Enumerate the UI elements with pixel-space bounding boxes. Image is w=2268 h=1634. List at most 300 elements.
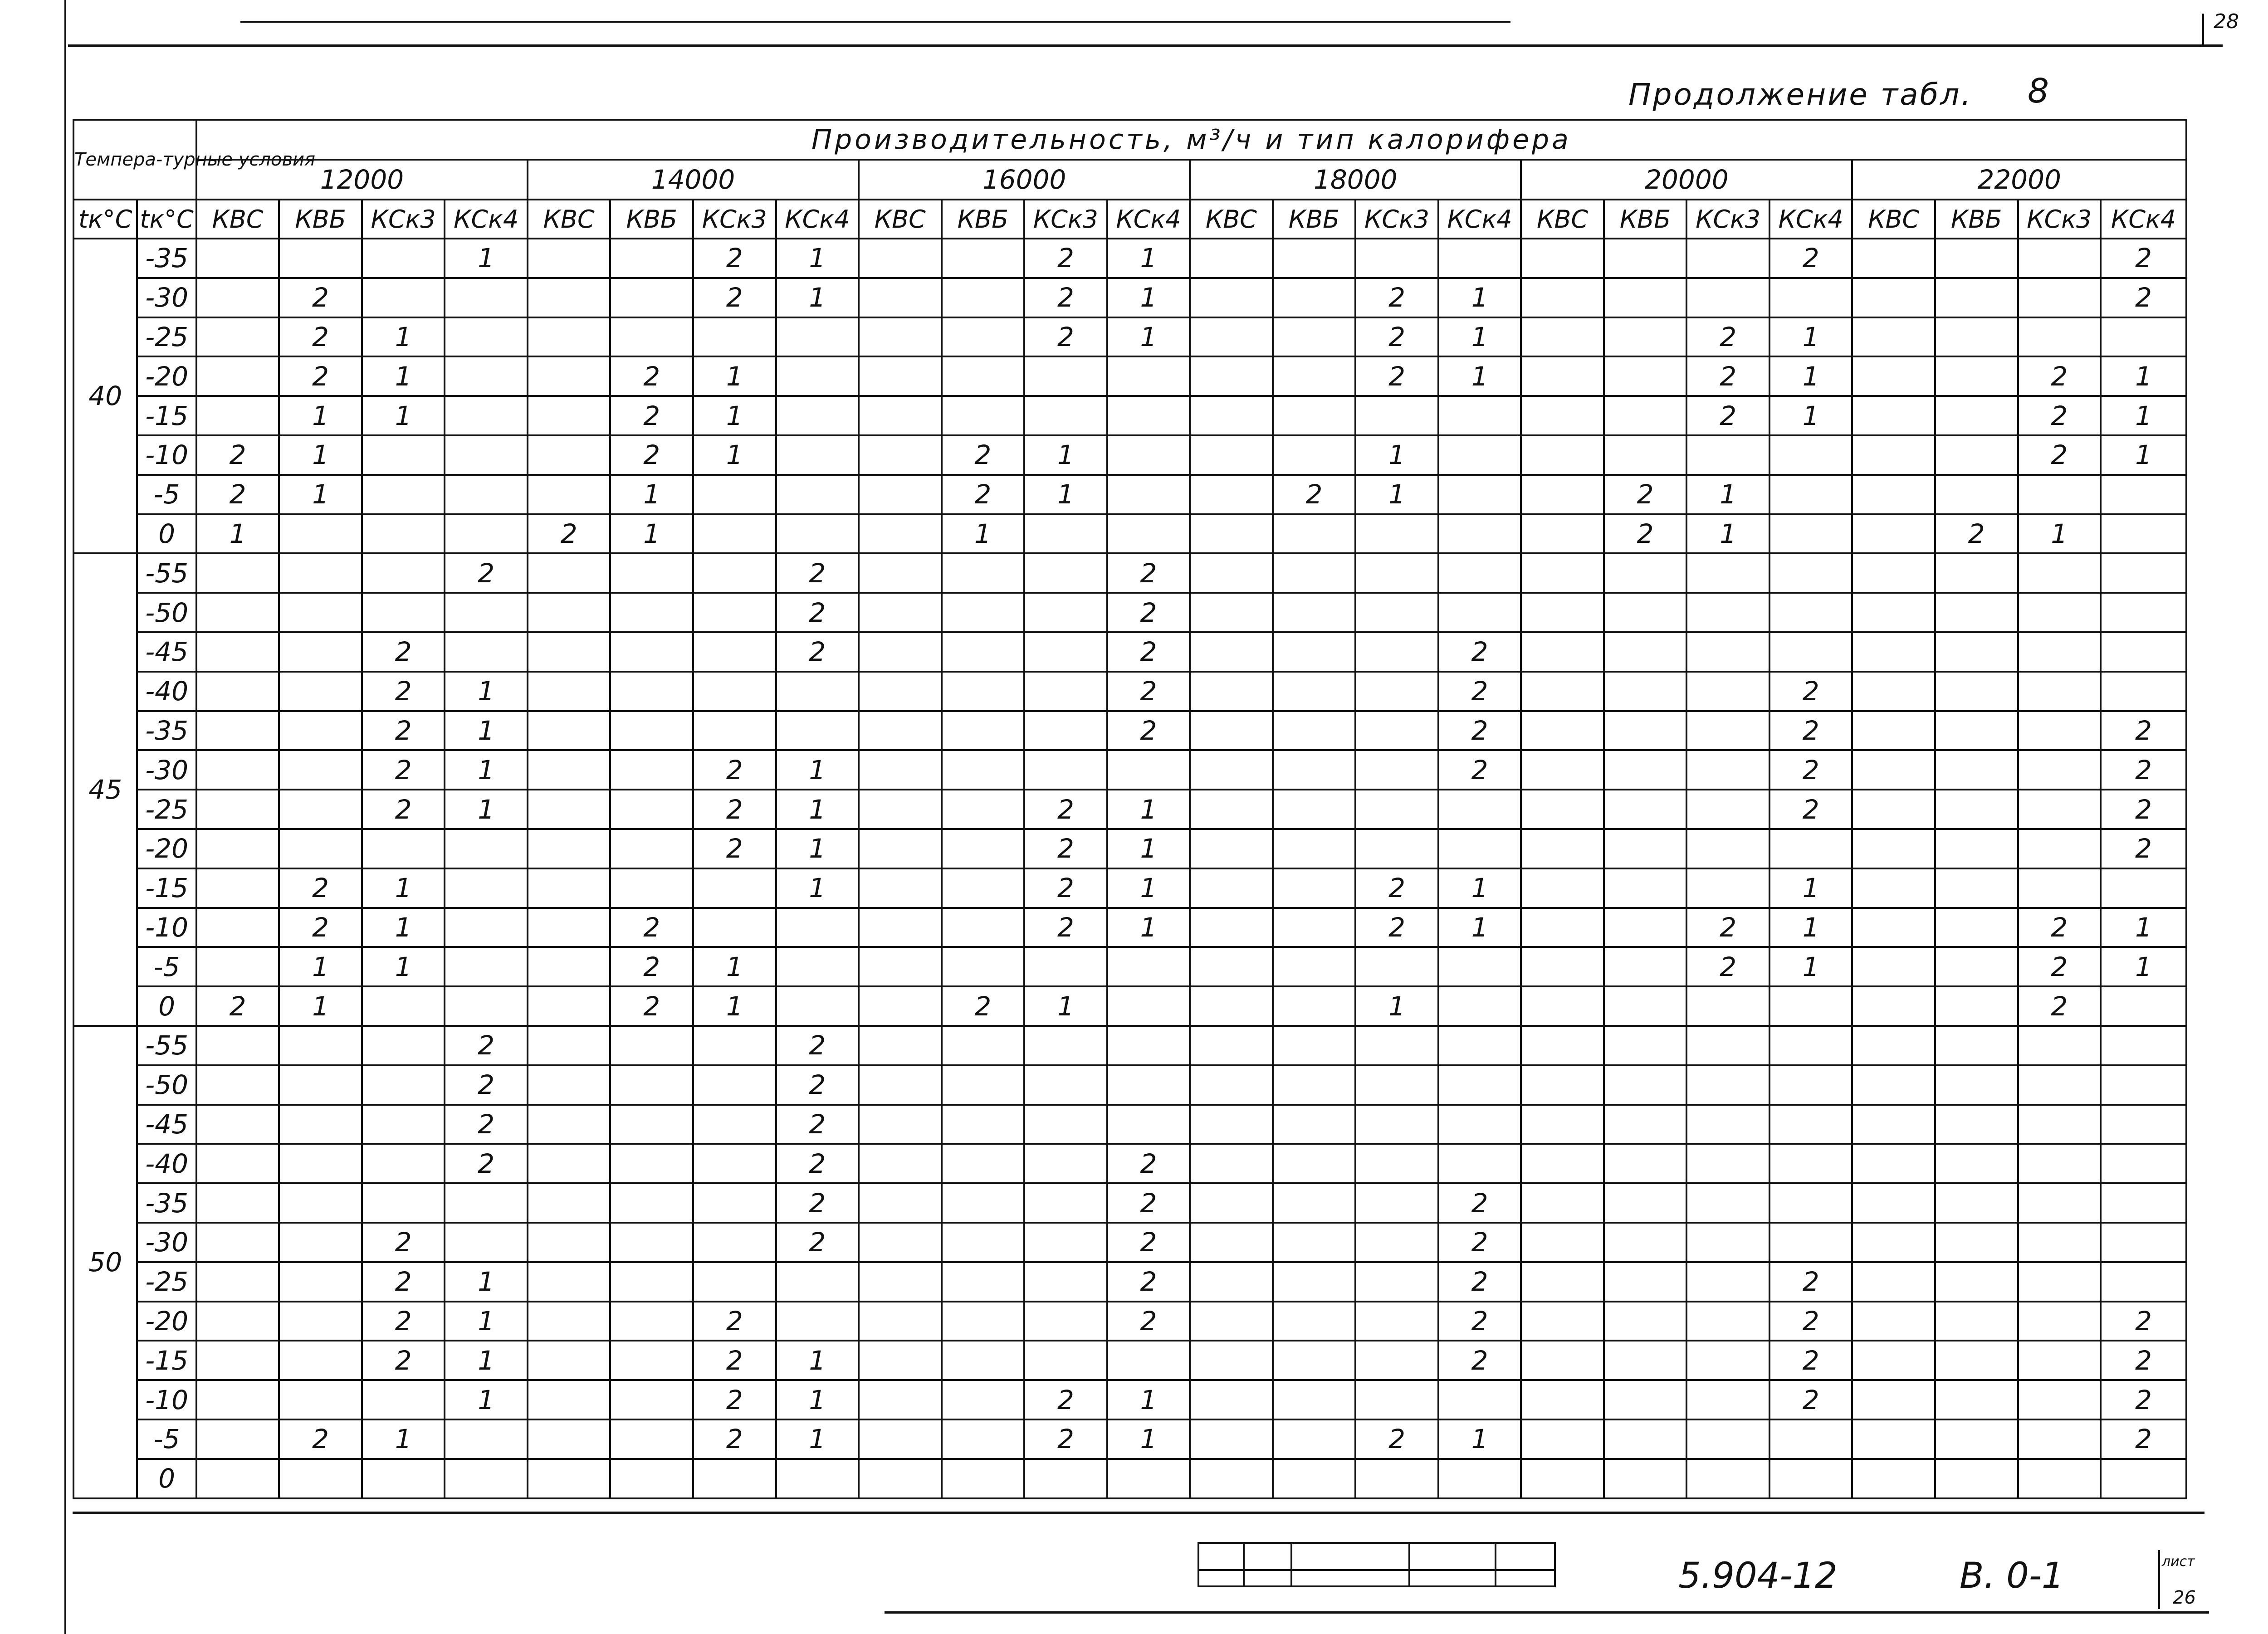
heater-count-cell (2018, 711, 2101, 751)
heater-count-cell (1521, 1065, 1604, 1105)
heater-count-cell (610, 672, 693, 711)
heater-count-cell (1935, 278, 2018, 317)
heater-count-cell (1769, 593, 1853, 632)
heater-count-cell (2018, 1105, 2101, 1144)
heater-count-cell: 2 (1769, 750, 1853, 790)
heater-count-cell (196, 1380, 279, 1419)
heater-count-cell (776, 475, 859, 514)
heater-count-cell (528, 750, 611, 790)
heater-count-cell: 2 (279, 908, 362, 947)
heater-count-cell: 2 (445, 553, 528, 593)
outdoor-temperature-cell: -20 (137, 356, 196, 396)
heater-count-cell (2018, 1341, 2101, 1380)
title-block-boxes (1198, 1542, 1556, 1587)
heater-type-header: КСк4 (445, 200, 528, 239)
heater-count-cell (1521, 908, 1604, 947)
heater-count-cell (1190, 868, 1273, 908)
heater-count-cell (942, 396, 1025, 435)
heater-count-cell (279, 1380, 362, 1419)
heater-count-cell (362, 1026, 445, 1065)
heater-count-cell (1024, 1459, 1107, 1498)
heater-count-cell (1521, 750, 1604, 790)
heater-count-cell (1438, 475, 1521, 514)
heater-count-cell (859, 1144, 942, 1183)
heater-count-cell (1604, 672, 1687, 711)
heater-count-cell (279, 1144, 362, 1183)
heater-count-cell (859, 239, 942, 278)
heater-count-cell: 2 (1024, 1419, 1107, 1459)
heater-count-cell (1190, 1302, 1273, 1341)
heater-count-cell (776, 1302, 859, 1341)
heater-count-cell: 2 (693, 1419, 776, 1459)
heater-count-cell (1273, 1183, 1356, 1223)
heater-count-cell (196, 1183, 279, 1223)
outdoor-temperature-cell: -5 (137, 947, 196, 986)
heater-count-cell (1852, 1065, 1935, 1105)
heater-count-cell: 2 (279, 868, 362, 908)
heater-count-cell (196, 1223, 279, 1262)
heater-count-cell (1024, 1223, 1107, 1262)
heater-count-cell (2018, 475, 2101, 514)
heater-count-cell (445, 947, 528, 986)
table-row (73, 1341, 2186, 1380)
heater-count-cell (2018, 1262, 2101, 1302)
heater-count-cell: 2 (1107, 711, 1190, 751)
heater-count-cell (2018, 1026, 2101, 1065)
heater-count-cell (1604, 790, 1687, 829)
heater-count-cell: 2 (2018, 356, 2101, 396)
heater-count-cell: 2 (776, 1144, 859, 1183)
heater-count-cell (1273, 829, 1356, 868)
heater-count-cell (1355, 750, 1438, 790)
heater-count-cell (1190, 278, 1273, 317)
heater-count-cell (942, 790, 1025, 829)
heater-count-cell: 2 (1273, 475, 1356, 514)
heater-count-cell (1686, 1459, 1769, 1498)
heater-count-cell (196, 672, 279, 711)
heater-count-cell: 1 (362, 868, 445, 908)
table-row (73, 750, 2186, 790)
outdoor-temperature-cell: -55 (137, 1026, 196, 1065)
heater-count-cell (859, 1065, 942, 1105)
heater-count-cell (1107, 986, 1190, 1026)
heater-count-cell (2101, 1183, 2186, 1223)
heater-count-cell (1107, 1026, 1190, 1065)
heater-count-cell: 1 (2101, 356, 2186, 396)
heater-count-cell (1686, 829, 1769, 868)
heater-count-cell (1024, 1341, 1107, 1380)
heater-count-cell (859, 1223, 942, 1262)
heater-count-cell (610, 868, 693, 908)
heater-count-cell (1935, 750, 2018, 790)
heater-count-cell (1935, 1105, 2018, 1144)
heater-count-cell: 1 (279, 396, 362, 435)
heater-count-cell: 2 (1769, 1302, 1853, 1341)
heater-count-cell (1852, 750, 1935, 790)
heater-count-cell (1273, 278, 1356, 317)
heater-count-cell (1438, 1380, 1521, 1419)
heater-count-cell (528, 239, 611, 278)
heater-count-cell (693, 1223, 776, 1262)
heater-count-cell (859, 278, 942, 317)
heater-count-cell: 1 (1769, 396, 1853, 435)
heater-count-cell: 1 (279, 435, 362, 475)
heater-count-cell (1190, 790, 1273, 829)
heater-count-cell (1024, 1065, 1107, 1105)
heater-count-cell (859, 711, 942, 751)
heater-count-cell: 2 (196, 435, 279, 475)
heater-count-cell (1273, 1026, 1356, 1065)
heater-count-cell (279, 829, 362, 868)
heater-count-cell (693, 1026, 776, 1065)
heater-count-cell: 1 (445, 790, 528, 829)
heater-count-cell: 1 (196, 514, 279, 554)
heater-count-cell (1935, 1026, 2018, 1065)
heater-count-cell (1604, 1065, 1687, 1105)
document-code: 5.904-12 (1678, 1556, 1838, 1596)
heater-count-cell (776, 908, 859, 947)
heater-count-cell (1107, 475, 1190, 514)
heater-count-cell (362, 1380, 445, 1419)
heater-count-cell (693, 1183, 776, 1223)
heater-count-cell (1935, 672, 2018, 711)
heater-type-header: КСк3 (2018, 200, 2101, 239)
heater-count-cell: 2 (1438, 711, 1521, 751)
heater-count-cell (1273, 908, 1356, 947)
heater-count-cell (1852, 1341, 1935, 1380)
heater-count-cell (2101, 672, 2186, 711)
heater-count-cell: 2 (445, 1065, 528, 1105)
heater-count-cell: 2 (693, 1341, 776, 1380)
heater-count-cell (1935, 475, 2018, 514)
heater-count-cell (942, 829, 1025, 868)
heater-count-cell: 2 (1355, 317, 1438, 357)
heater-count-cell (445, 317, 528, 357)
heater-count-cell (1604, 278, 1687, 317)
heater-count-cell (196, 632, 279, 672)
table-row (73, 317, 2186, 357)
heater-count-cell: 2 (362, 1223, 445, 1262)
heater-count-cell (1686, 239, 1769, 278)
heater-count-cell: 1 (1107, 908, 1190, 947)
heater-count-cell: 2 (1604, 475, 1687, 514)
heater-count-cell (610, 829, 693, 868)
heater-count-cell (1190, 986, 1273, 1026)
heater-type-header: КСк3 (1024, 200, 1107, 239)
heater-count-cell (2018, 1223, 2101, 1262)
heater-count-cell (279, 672, 362, 711)
heater-count-cell (1521, 1459, 1604, 1498)
heater-count-cell (445, 1459, 528, 1498)
table-row (73, 1380, 2186, 1419)
heater-count-cell (2018, 1183, 2101, 1223)
heater-count-cell (362, 514, 445, 554)
heater-count-cell: 1 (1024, 986, 1107, 1026)
heater-count-cell (1769, 278, 1853, 317)
heater-count-cell: 2 (445, 1026, 528, 1065)
heater-count-cell (445, 868, 528, 908)
heater-count-cell: 2 (1107, 1223, 1190, 1262)
heater-count-cell: 2 (2018, 947, 2101, 986)
heater-count-cell (1604, 986, 1687, 1026)
heater-count-cell: 2 (1355, 278, 1438, 317)
heater-count-cell: 1 (1107, 239, 1190, 278)
heater-count-cell (1686, 986, 1769, 1026)
heater-count-cell (859, 829, 942, 868)
heater-count-cell (1273, 1065, 1356, 1105)
heater-count-cell (693, 1262, 776, 1302)
heater-count-cell: 2 (776, 1183, 859, 1223)
heater-count-cell (1190, 514, 1273, 554)
heater-count-cell: 2 (1107, 1183, 1190, 1223)
heater-count-cell (859, 632, 942, 672)
heater-count-cell (1355, 672, 1438, 711)
heater-count-cell: 1 (693, 435, 776, 475)
heater-count-cell: 2 (1024, 239, 1107, 278)
heater-count-cell: 2 (1769, 711, 1853, 751)
heater-count-cell (2018, 239, 2101, 278)
heater-selection-table-wrapper (73, 119, 2187, 1511)
outdoor-temperature-cell: -50 (137, 593, 196, 632)
heater-count-cell: 2 (610, 947, 693, 986)
heater-count-cell: 1 (1438, 278, 1521, 317)
heater-count-cell (1604, 711, 1687, 751)
heater-count-cell (1355, 1380, 1438, 1419)
param-header-2: tк°C (137, 200, 196, 239)
heater-count-cell (1355, 829, 1438, 868)
top-short-rule (240, 21, 1510, 23)
heater-count-cell (279, 514, 362, 554)
heater-count-cell (2018, 1419, 2101, 1459)
heater-count-cell (2101, 986, 2186, 1026)
heater-count-cell: 1 (1438, 317, 1521, 357)
outdoor-temperature-cell: -10 (137, 908, 196, 947)
heater-count-cell (1107, 750, 1190, 790)
heater-count-cell (610, 1459, 693, 1498)
heater-count-cell (693, 1144, 776, 1183)
heater-count-cell (693, 317, 776, 357)
outdoor-temperature-cell: -25 (137, 1262, 196, 1302)
heater-count-cell (1521, 239, 1604, 278)
heater-count-cell (528, 593, 611, 632)
heater-count-cell (362, 986, 445, 1026)
heater-count-cell (279, 1105, 362, 1144)
heater-count-cell (1935, 435, 2018, 475)
heater-count-cell: 2 (610, 435, 693, 475)
heater-count-cell (610, 1065, 693, 1105)
heater-count-cell (1024, 1105, 1107, 1144)
heater-count-cell (528, 317, 611, 357)
capacity-header-row (73, 160, 2186, 200)
table-row (73, 1459, 2186, 1498)
heater-count-cell (1521, 1380, 1604, 1419)
heater-count-cell (2101, 553, 2186, 593)
heater-count-cell (693, 475, 776, 514)
heater-count-cell (942, 1380, 1025, 1419)
heater-count-cell: 2 (445, 1105, 528, 1144)
heater-count-cell (610, 1341, 693, 1380)
heater-count-cell (1273, 868, 1356, 908)
heater-type-header: КСк4 (1769, 200, 1853, 239)
heater-count-cell: 2 (445, 1144, 528, 1183)
heater-count-cell (528, 829, 611, 868)
heater-count-cell (1190, 829, 1273, 868)
heater-count-cell (445, 435, 528, 475)
heater-count-cell (859, 986, 942, 1026)
heater-count-cell (776, 1459, 859, 1498)
heater-count-cell (1355, 396, 1438, 435)
heater-count-cell (1852, 947, 1935, 986)
heater-count-cell (445, 908, 528, 947)
heater-count-cell: 1 (693, 986, 776, 1026)
heater-type-header: КВБ (1604, 200, 1687, 239)
heater-count-cell (1852, 829, 1935, 868)
heater-count-cell (196, 1341, 279, 1380)
heater-count-cell: 2 (776, 593, 859, 632)
table-number: 8 (2028, 72, 2051, 111)
heater-count-cell: 1 (1438, 1419, 1521, 1459)
heater-count-cell: 1 (776, 1380, 859, 1419)
heater-count-cell (1604, 947, 1687, 986)
capacity-header: 18000 (1190, 160, 1521, 200)
heater-count-cell (1852, 278, 1935, 317)
heater-count-cell (279, 790, 362, 829)
heater-count-cell (1604, 1183, 1687, 1223)
heater-count-cell (1024, 356, 1107, 396)
heater-count-cell (859, 514, 942, 554)
heater-count-cell (362, 1144, 445, 1183)
heater-count-cell: 2 (362, 1302, 445, 1341)
heater-count-cell: 2 (2101, 711, 2186, 751)
outdoor-temperature-cell: -40 (137, 1144, 196, 1183)
heater-count-cell (1686, 1302, 1769, 1341)
heater-count-cell (528, 1341, 611, 1380)
heater-type-header-row (73, 200, 2186, 239)
heater-count-cell (196, 1262, 279, 1302)
table-row (73, 553, 2186, 593)
heater-count-cell (2018, 672, 2101, 711)
heater-count-cell (1107, 514, 1190, 554)
heater-count-cell (942, 356, 1025, 396)
heater-count-cell (776, 317, 859, 357)
heater-count-cell (1273, 1419, 1356, 1459)
heater-count-cell: 2 (942, 986, 1025, 1026)
heater-count-cell: 1 (445, 672, 528, 711)
heater-type-header: КВБ (942, 200, 1025, 239)
heater-count-cell (1355, 790, 1438, 829)
heater-count-cell (196, 1065, 279, 1105)
heater-count-cell (2101, 1026, 2186, 1065)
heater-count-cell (776, 356, 859, 396)
heater-count-cell: 1 (445, 711, 528, 751)
heater-count-cell (1190, 1459, 1273, 1498)
heater-count-cell (1604, 750, 1687, 790)
heater-count-cell (1355, 711, 1438, 751)
heater-count-cell (1686, 435, 1769, 475)
heater-count-cell (1355, 1223, 1438, 1262)
heater-count-cell (1521, 278, 1604, 317)
heater-count-cell (445, 1223, 528, 1262)
heater-count-cell (528, 947, 611, 986)
heater-count-cell (445, 1419, 528, 1459)
heater-count-cell (1438, 1105, 1521, 1144)
heater-count-cell: 2 (528, 514, 611, 554)
heater-count-cell (196, 317, 279, 357)
heater-count-cell: 1 (362, 356, 445, 396)
heater-count-cell: 2 (776, 1026, 859, 1065)
heater-count-cell (1604, 1144, 1687, 1183)
heater-count-cell: 2 (693, 278, 776, 317)
heater-count-cell: 1 (1107, 1380, 1190, 1419)
heater-count-cell (610, 239, 693, 278)
table-row (73, 1144, 2186, 1183)
heater-count-cell (693, 868, 776, 908)
heater-count-cell: 2 (1024, 1380, 1107, 1419)
table-row (73, 396, 2186, 435)
heater-count-cell (362, 475, 445, 514)
heater-count-cell (1852, 1026, 1935, 1065)
heater-count-cell: 1 (693, 356, 776, 396)
heater-count-cell (1024, 632, 1107, 672)
heater-count-cell (1273, 947, 1356, 986)
heater-count-cell (1190, 1144, 1273, 1183)
heater-count-cell (1769, 632, 1853, 672)
heater-count-cell (1852, 986, 1935, 1026)
heater-count-cell: 2 (1024, 908, 1107, 947)
heater-count-cell: 1 (279, 475, 362, 514)
title-block-divider (1408, 1542, 1410, 1585)
heater-count-cell: 2 (2101, 1380, 2186, 1419)
heater-count-cell: 2 (1769, 1341, 1853, 1380)
heater-count-cell (1438, 396, 1521, 435)
heater-count-cell (362, 1105, 445, 1144)
heater-count-cell: 1 (1355, 435, 1438, 475)
heater-count-cell: 1 (776, 868, 859, 908)
heater-count-cell (1273, 239, 1356, 278)
table-row (73, 711, 2186, 751)
heater-count-cell (1686, 790, 1769, 829)
title-block-divider (1243, 1542, 1245, 1585)
heater-count-cell (1273, 593, 1356, 632)
heater-count-cell (196, 1459, 279, 1498)
heater-count-cell (2101, 1144, 2186, 1183)
heater-count-cell (942, 947, 1025, 986)
outdoor-temperature-cell: -40 (137, 672, 196, 711)
heater-count-cell (1355, 239, 1438, 278)
heater-count-cell (279, 593, 362, 632)
table-row (73, 514, 2186, 554)
heater-count-cell (1273, 1380, 1356, 1419)
heater-count-cell (528, 278, 611, 317)
heater-count-cell (1438, 1065, 1521, 1105)
heater-count-cell: 2 (1769, 672, 1853, 711)
heater-count-cell (1024, 514, 1107, 554)
heater-count-cell (1024, 947, 1107, 986)
heater-count-cell (1604, 908, 1687, 947)
heater-count-cell (1355, 1144, 1438, 1183)
heater-count-cell (610, 632, 693, 672)
heater-count-cell (1273, 1105, 1356, 1144)
heater-count-cell (610, 593, 693, 632)
heater-count-cell: 2 (610, 356, 693, 396)
heater-count-cell (1521, 1419, 1604, 1459)
heater-count-cell (1686, 1065, 1769, 1105)
heater-count-cell (942, 1302, 1025, 1341)
heater-count-cell (196, 1105, 279, 1144)
heater-count-cell (196, 553, 279, 593)
heater-count-cell: 2 (1438, 1262, 1521, 1302)
heater-count-cell (196, 356, 279, 396)
